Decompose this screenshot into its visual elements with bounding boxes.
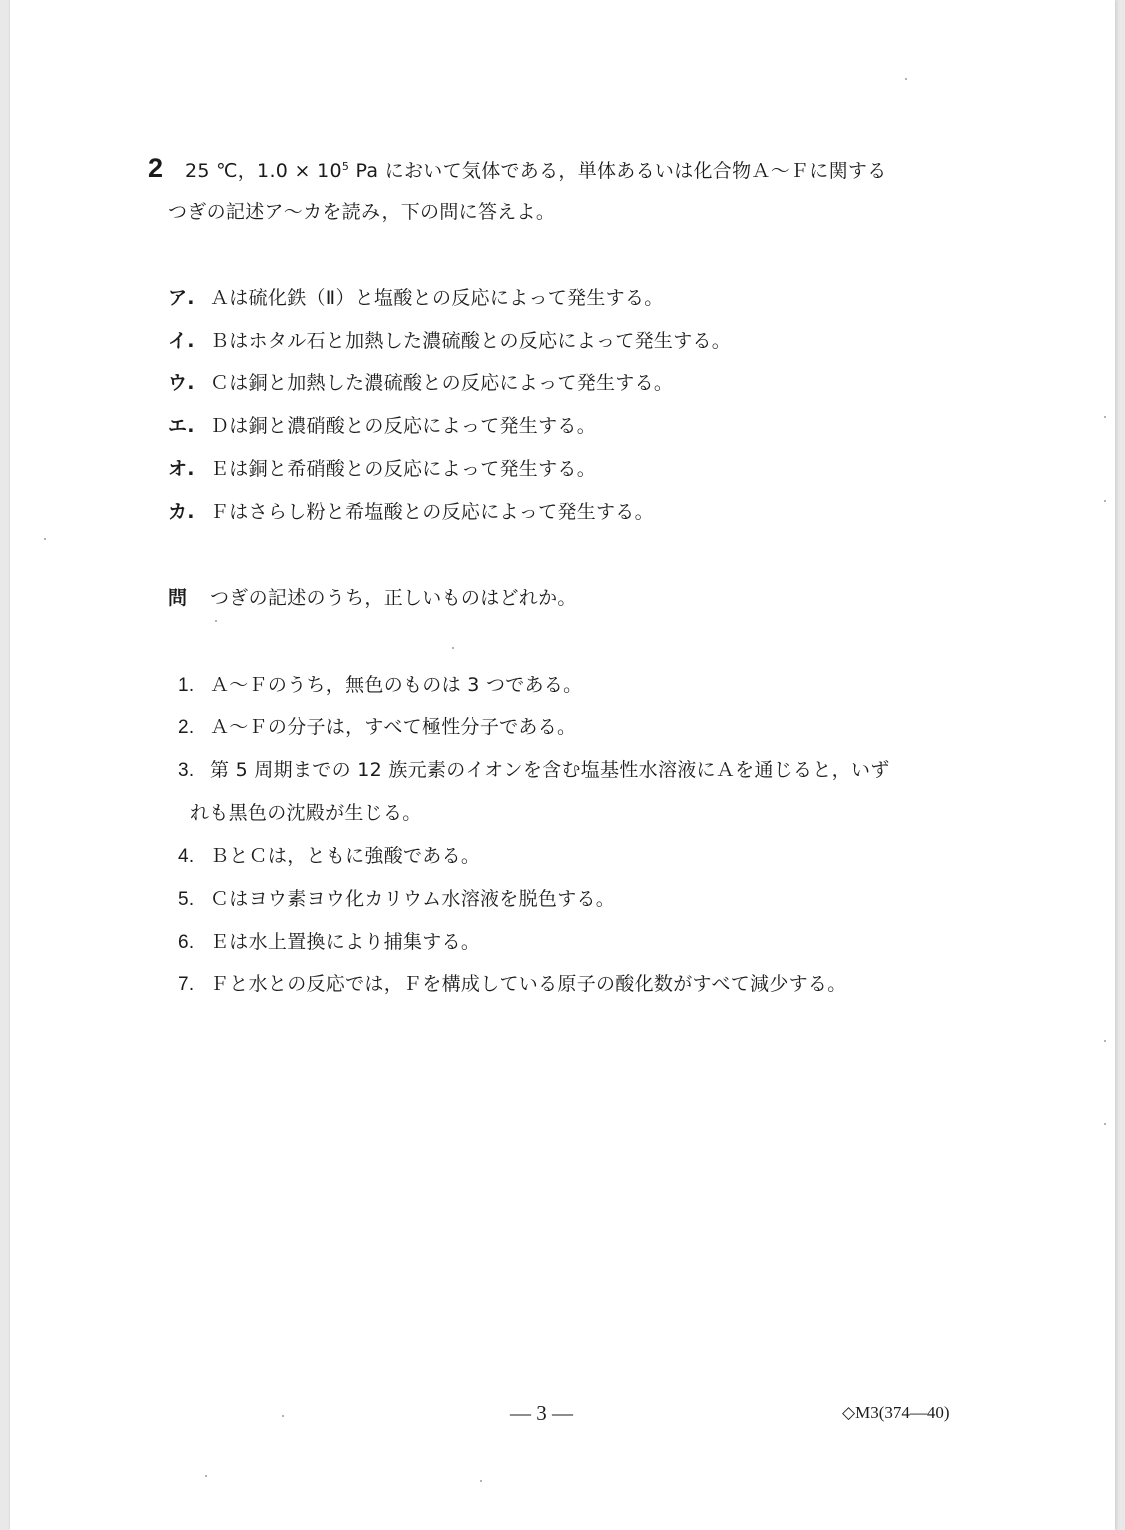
statement-a bbox=[168, 284, 664, 312]
statement-text: Ｆはさらし粉と希塩酸との反応によって発生する。 bbox=[210, 501, 654, 523]
choice-number: 7. bbox=[178, 974, 195, 995]
scan-speck bbox=[282, 1415, 284, 1417]
scan-speck bbox=[1104, 416, 1106, 418]
statement-ka bbox=[168, 498, 654, 526]
intro-exponent: 5 bbox=[341, 160, 350, 173]
statement-marker: エ. bbox=[168, 415, 195, 437]
choice-number: 4. bbox=[178, 846, 195, 867]
statement-u bbox=[168, 369, 673, 397]
problem-number: 2 bbox=[148, 153, 164, 183]
scan-speck bbox=[205, 1475, 207, 1477]
statement-text: Ｅは銅と希硝酸との反応によって発生する。 bbox=[210, 458, 597, 480]
choice-number: 2. bbox=[178, 717, 195, 738]
question-marker: 問 bbox=[168, 587, 188, 609]
choice-text: 第 5 周期までの 12 族元素のイオンを含む塩基性水溶液にＡを通じると，いず bbox=[210, 759, 890, 781]
choice-number: 6. bbox=[178, 932, 195, 953]
statement-marker: カ. bbox=[168, 501, 195, 523]
choice-3-continuation: れも黒色の沈殿が生じる。 bbox=[190, 802, 422, 824]
scan-speck bbox=[1104, 500, 1106, 502]
intro-text-before-exponent: 25 ℃，1.0 × 10 bbox=[185, 160, 342, 182]
scan-speck bbox=[44, 538, 46, 540]
exam-code: ◇M3(374—40) bbox=[842, 1403, 950, 1422]
choice-7 bbox=[178, 970, 847, 999]
scan-speck bbox=[480, 1480, 482, 1482]
choice-5 bbox=[178, 885, 615, 914]
choice-text: Ｃはヨウ素ヨウ化カリウム水溶液を脱色する。 bbox=[210, 888, 616, 910]
exam-page bbox=[10, 0, 1115, 1530]
choice-text: Ｆと水との反応では，Ｆを構成している原子の酸化数がすべて減少する。 bbox=[210, 973, 847, 995]
choice-text: Ｅは水上置換により捕集する。 bbox=[210, 931, 481, 953]
statement-i bbox=[168, 327, 731, 355]
problem-intro-line-1 bbox=[185, 153, 887, 185]
choice-2 bbox=[178, 713, 576, 742]
statement-o bbox=[168, 455, 596, 483]
scan-speck bbox=[215, 620, 217, 622]
choice-text: ＢとＣは，ともに強酸である。 bbox=[210, 845, 481, 867]
intro-text-after-exponent: Pa において気体である，単体あるいは化合物Ａ～Ｆに関する bbox=[349, 160, 887, 182]
question-prompt bbox=[168, 584, 577, 612]
choice-number: 1. bbox=[178, 675, 195, 696]
choice-3 bbox=[178, 756, 890, 785]
scan-speck bbox=[1104, 1123, 1106, 1125]
scan-speck bbox=[452, 647, 454, 649]
statement-marker: ア. bbox=[168, 287, 195, 309]
choice-text: Ａ～Ｆの分子は，すべて極性分子である。 bbox=[210, 716, 577, 738]
choice-text: Ａ～Ｆのうち，無色のものは 3 つである。 bbox=[210, 674, 583, 696]
statement-text: Ｂはホタル石と加熱した濃硫酸との反応によって発生する。 bbox=[210, 330, 732, 352]
problem-intro-line-2: つぎの記述ア～カを読み，下の問に答えよ。 bbox=[168, 201, 556, 223]
choice-4 bbox=[178, 842, 480, 871]
statement-text: Ｄは銅と濃硝酸との反応によって発生する。 bbox=[210, 415, 597, 437]
statement-marker: オ. bbox=[168, 458, 195, 480]
statement-e bbox=[168, 412, 596, 440]
choice-6 bbox=[178, 928, 480, 957]
statement-text: Ｃは銅と加熱した濃硫酸との反応によって発生する。 bbox=[210, 372, 674, 394]
question-text: つぎの記述のうち，正しいものはどれか。 bbox=[210, 587, 577, 609]
choice-number: 3. bbox=[178, 760, 195, 781]
scan-speck bbox=[905, 78, 907, 80]
choice-1 bbox=[178, 671, 582, 700]
statement-text: Ａは硫化鉄（Ⅱ）と塩酸との反応によって発生する。 bbox=[210, 287, 664, 309]
scan-speck bbox=[1104, 1040, 1106, 1042]
page-number: — 3 — bbox=[510, 1401, 573, 1425]
choice-number: 5. bbox=[178, 889, 195, 910]
statement-marker: ウ. bbox=[168, 372, 195, 394]
statement-marker: イ. bbox=[168, 330, 195, 352]
